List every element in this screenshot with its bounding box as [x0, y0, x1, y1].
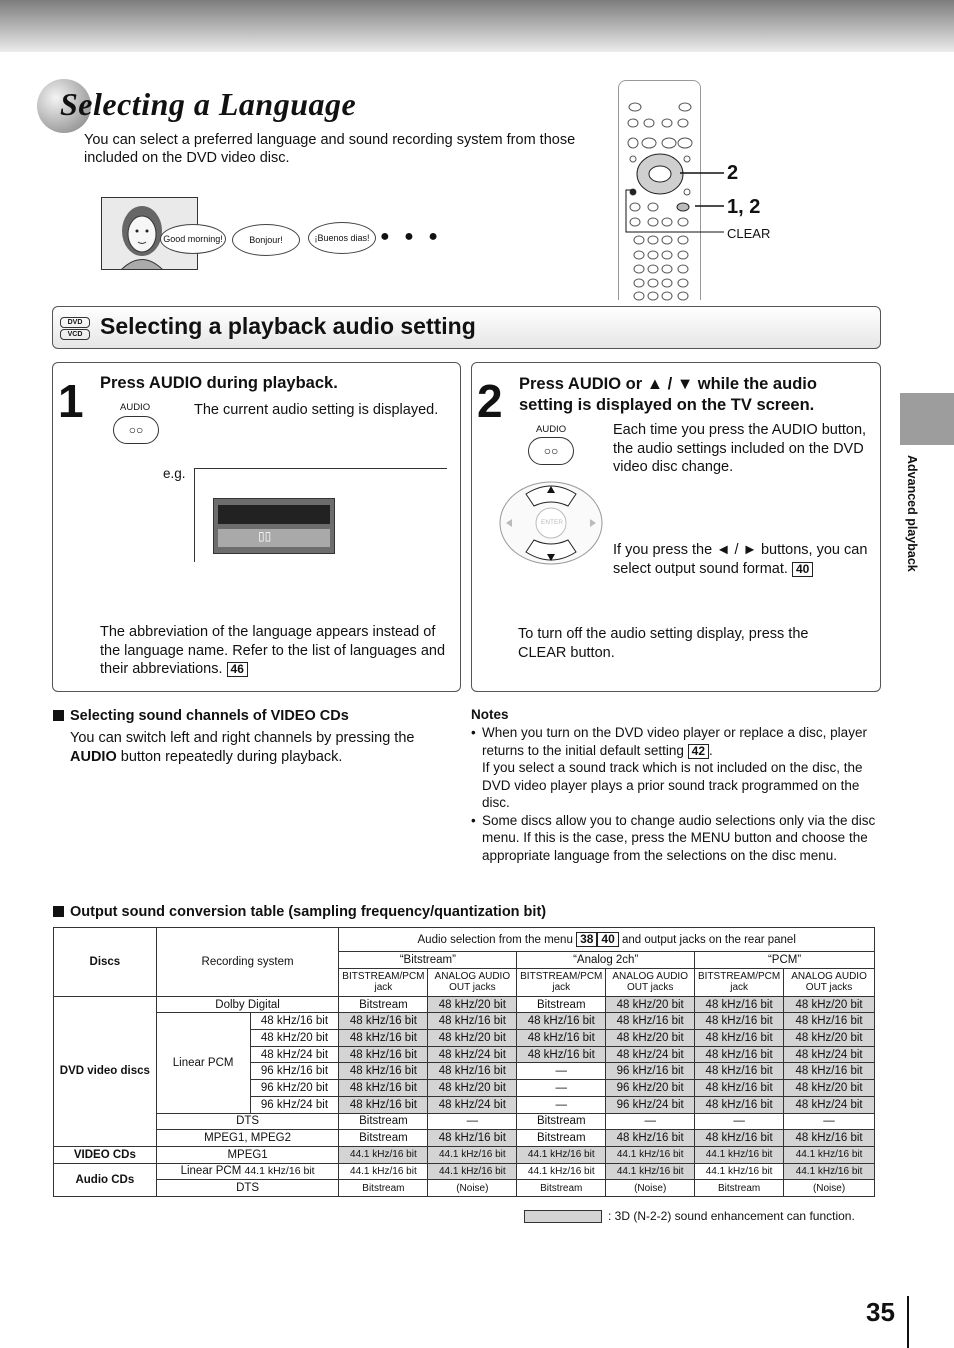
table-cell: Bitstream	[517, 1130, 606, 1147]
table-cell: 48 kHz/20 bit	[606, 996, 695, 1013]
table-header-cell: Discs	[54, 928, 157, 997]
note-text: When you turn on the DVD video player or replace a disc, player returns to the initial default setting	[482, 725, 867, 758]
table-row	[54, 1146, 875, 1163]
table-cell: 48 kHz/24 bit	[428, 1046, 517, 1063]
table-cell: 44.1 kHz/16 bit	[606, 1163, 695, 1180]
vcd-heading-text: Selecting sound channels of VIDEO CDs	[70, 708, 349, 724]
page-ref: 40	[792, 562, 813, 577]
table-header-cell: Recording system	[156, 928, 339, 997]
table-cell: 96 kHz/20 bit	[606, 1080, 695, 1097]
table-cell: —	[517, 1080, 606, 1097]
table-cell: DTS	[156, 1113, 339, 1130]
table-row	[54, 1013, 875, 1030]
table-cell: —	[695, 1113, 784, 1130]
group-header: “Analog 2ch”	[517, 952, 695, 969]
table-cell: Dolby Digital	[156, 996, 339, 1013]
table-cell: —	[517, 1063, 606, 1080]
format-note	[613, 541, 868, 578]
table-cell: 48 kHz/20 bit	[428, 996, 517, 1013]
table-header-cell	[339, 928, 875, 952]
table-row	[54, 1130, 875, 1147]
table-cell: 48 kHz/20 bit	[250, 1030, 339, 1047]
table-cell: 48 kHz/16 bit	[695, 1080, 784, 1097]
vcd-badge: VCD	[60, 329, 90, 340]
ellipsis-dots: ● ● ●	[380, 228, 443, 245]
table-cell: DTS	[156, 1180, 339, 1197]
intro-text: You can select a preferred language and sound recording system from those included on the DVD video disc.	[84, 132, 576, 166]
side-tab	[900, 393, 954, 445]
table-cell: (Noise)	[428, 1180, 517, 1197]
table-cell: 48 kHz/16 bit	[695, 996, 784, 1013]
table-cell: 48 kHz/16 bit	[339, 1013, 428, 1030]
callout-label-1-2: 1, 2	[727, 196, 761, 218]
table-cell: 48 kHz/16 bit	[695, 1013, 784, 1030]
legend-swatch	[524, 1210, 602, 1223]
note-text: The abbreviation of the language appears instead of the language name. Refer to the list of languages and their abbreviations.	[100, 624, 446, 677]
header-text: and output jacks on the rear panel	[621, 934, 796, 946]
table-cell: Bitstream	[339, 1113, 428, 1130]
table-cell: 44.1 kHz/16 bit	[784, 1146, 875, 1163]
table-cell: 48 kHz/24 bit	[606, 1046, 695, 1063]
table-heading	[53, 904, 546, 920]
table-cell: 48 kHz/20 bit	[428, 1080, 517, 1097]
table-cell: Bitstream	[517, 996, 606, 1013]
table-cell: —	[428, 1113, 517, 1130]
table-cell: 48 kHz/16 bit	[517, 1046, 606, 1063]
page-ref: 38	[576, 932, 597, 947]
audio-button-icon: ○○	[528, 437, 574, 465]
table-cell: 48 kHz/16 bit	[339, 1046, 428, 1063]
enter-label: ENTER	[540, 519, 564, 526]
sub-header: BITSTREAM/PCM jack	[695, 968, 784, 996]
table-cell: 48 kHz/16 bit	[784, 1063, 875, 1080]
table-cell: MPEG1	[156, 1146, 339, 1163]
audio-button-label: AUDIO	[536, 424, 567, 435]
table-cell: (Noise)	[784, 1180, 875, 1197]
table-cell: —	[784, 1113, 875, 1130]
step-number: 1	[58, 375, 84, 427]
table-cell: 96 kHz/16 bit	[606, 1063, 695, 1080]
group-header: “Bitstream”	[339, 952, 517, 969]
table-cell: 48 kHz/16 bit	[517, 1030, 606, 1047]
table-cell: 48 kHz/16 bit	[695, 1046, 784, 1063]
table-cell: 48 kHz/20 bit	[428, 1030, 517, 1047]
table-cell: 48 kHz/16 bit	[695, 1030, 784, 1047]
table-cell: 44.1 kHz/16 bit	[517, 1163, 606, 1180]
table-cell: 48 kHz/16 bit	[339, 1063, 428, 1080]
table-cell	[156, 1163, 339, 1180]
page-ref: 40	[597, 932, 618, 947]
note-text: Some discs allow you to change audio selections only via the disc menu. If this is the case, press the MENU button and choose the appropriate language from the selections on the disc menu.	[482, 812, 876, 863]
vcd-heading	[53, 708, 349, 724]
table-row	[54, 1113, 875, 1130]
step-description: Each time you press the AUDIO button, the audio settings included on the DVD video disc change.	[613, 422, 867, 475]
table-cell: 48 kHz/20 bit	[784, 996, 875, 1013]
speech-bubble	[160, 224, 226, 254]
speech-bubble	[308, 222, 376, 254]
remote-callout-lines	[600, 160, 730, 240]
bubble-text: ¡Buenos dias!	[314, 233, 370, 243]
table-row	[54, 996, 875, 1013]
sub-header: ANALOG AUDIO OUT jacks	[606, 968, 695, 996]
tv-audio-display	[213, 498, 335, 554]
table-cell: 96 kHz/24 bit	[250, 1096, 339, 1113]
vcd-text	[70, 729, 455, 766]
dvd-badge: DVD	[60, 317, 90, 328]
table-cell: 48 kHz/16 bit	[428, 1013, 517, 1030]
table-cell: 48 kHz/16 bit	[784, 1130, 875, 1147]
note-item: • Some discs allow you to change audio selections only via the disc menu. If this is the case, press the MENU button and choose the appropriate language from the selections on the disc menu.	[471, 812, 881, 865]
legend-text: : 3D (N-2-2) sound enhancement can function.	[608, 1209, 855, 1223]
table-cell: 48 kHz/16 bit	[695, 1096, 784, 1113]
table-cell: 48 kHz/16 bit	[250, 1013, 339, 1030]
page-number: 35	[866, 1297, 895, 1327]
table-cell: 44.1 kHz/16 bit	[606, 1146, 695, 1163]
table-cell: 44.1 kHz/16 bit	[428, 1163, 517, 1180]
table-row	[54, 1180, 875, 1197]
table-cell: 44.1 kHz/16 bit	[517, 1146, 606, 1163]
table-cell: 48 kHz/16 bit	[606, 1130, 695, 1147]
vcd-text-bold: AUDIO	[70, 748, 117, 765]
page-divider	[907, 1296, 909, 1348]
example-label: e.g.	[163, 466, 186, 481]
table-cell: 48 kHz/20 bit	[784, 1080, 875, 1097]
page-ref: 42	[688, 744, 709, 759]
step-description: The current audio setting is displayed.	[194, 402, 439, 418]
table-cell: 44.1 kHz/16 bit	[695, 1146, 784, 1163]
table-cell: Bitstream	[339, 996, 428, 1013]
callout-label-clear: CLEAR	[727, 226, 771, 241]
header-text: Audio selection from the menu	[417, 934, 573, 946]
table-cell: 48 kHz/16 bit	[339, 1030, 428, 1047]
cell-text: Linear PCM	[180, 1165, 242, 1178]
bubble-text: Good morning!	[163, 234, 223, 244]
conversion-table	[53, 927, 875, 1197]
table-cell: 96 kHz/24 bit	[606, 1096, 695, 1113]
table-cell: 48 kHz/24 bit	[784, 1046, 875, 1063]
table-cell: MPEG1, MPEG2	[156, 1130, 339, 1147]
table-cell: (Noise)	[606, 1180, 695, 1197]
notes-list	[471, 724, 881, 864]
disc-cell: DVD video discs	[54, 996, 157, 1146]
page-ref: 46	[227, 662, 248, 677]
table-cell: 44.1 kHz/16 bit	[695, 1163, 784, 1180]
speech-bubble	[232, 224, 300, 256]
table-cell: —	[606, 1113, 695, 1130]
table-cell: 48 kHz/16 bit	[606, 1013, 695, 1030]
table-cell: 48 kHz/24 bit	[784, 1096, 875, 1113]
sub-header: BITSTREAM/PCM jack	[339, 968, 428, 996]
square-bullet-icon	[53, 710, 64, 721]
step-heading: Press AUDIO or ▲ / ▼ while the audio setting is displayed on the TV screen.	[519, 375, 817, 414]
table-heading-text: Output sound conversion table (sampling frequency/quantization bit)	[70, 904, 547, 920]
cell-text: 44.1 kHz/16 bit	[244, 1165, 315, 1178]
table-cell: 48 kHz/16 bit	[428, 1063, 517, 1080]
sub-header: BITSTREAM/PCM jack	[517, 968, 606, 996]
sub-header: ANALOG AUDIO OUT jacks	[428, 968, 517, 996]
table-cell: 48 kHz/24 bit	[428, 1096, 517, 1113]
audio-button-icon: ○○	[113, 416, 159, 444]
sub-header: ANALOG AUDIO OUT jacks	[784, 968, 875, 996]
table-row	[54, 928, 875, 952]
step-heading: Press AUDIO during playback.	[100, 374, 338, 392]
clear-instruction: To turn off the audio setting display, press the CLEAR button.	[518, 626, 809, 661]
table-cell: Bitstream	[339, 1180, 428, 1197]
side-tab-label: Advanced playback	[905, 455, 919, 572]
table-row	[54, 1163, 875, 1180]
table-cell: 44.1 kHz/16 bit	[784, 1163, 875, 1180]
disc-cell: Audio CDs	[54, 1163, 157, 1196]
vcd-text-b: button repeatedly during playback.	[120, 748, 343, 765]
notes-heading: Notes	[471, 707, 509, 722]
table-cell: 48 kHz/16 bit	[695, 1063, 784, 1080]
table-cell: 96 kHz/16 bit	[250, 1063, 339, 1080]
table-cell: 44.1 kHz/16 bit	[428, 1146, 517, 1163]
page-title: Selecting a Language	[60, 86, 357, 122]
bubble-text: Bonjour!	[249, 235, 283, 245]
table-cell: 48 kHz/16 bit	[517, 1013, 606, 1030]
group-header: “PCM”	[695, 952, 875, 969]
table-cell: 48 kHz/20 bit	[784, 1030, 875, 1047]
format-note-text: If you press the ◄ / ► buttons, you can select output sound format.	[613, 542, 868, 577]
dolby-icon: ▯▯	[218, 529, 330, 547]
table-cell: 44.1 kHz/16 bit	[339, 1163, 428, 1180]
disc-cell: VIDEO CDs	[54, 1146, 157, 1163]
table-cell: 48 kHz/24 bit	[250, 1046, 339, 1063]
header-band	[0, 0, 954, 52]
step-number: 2	[477, 375, 503, 427]
step-note	[100, 623, 456, 679]
vcd-text-a: You can switch left and right channels by pressing the	[70, 730, 415, 746]
section-title: Selecting a playback audio setting	[100, 313, 476, 339]
table-cell: 48 kHz/16 bit	[339, 1096, 428, 1113]
square-bullet-icon	[53, 906, 64, 917]
table-cell: Bitstream	[517, 1113, 606, 1130]
table-cell: 44.1 kHz/16 bit	[339, 1146, 428, 1163]
table-cell: 48 kHz/20 bit	[606, 1030, 695, 1047]
table-cell: Linear PCM	[156, 1013, 250, 1113]
table-cell: 48 kHz/16 bit	[784, 1013, 875, 1030]
table-cell: 48 kHz/16 bit	[428, 1130, 517, 1147]
callout-label-2: 2	[727, 162, 739, 184]
table-cell: 48 kHz/16 bit	[339, 1080, 428, 1097]
table-cell: Bitstream	[695, 1180, 784, 1197]
table-cell: Bitstream	[339, 1130, 428, 1147]
table-cell: Bitstream	[517, 1180, 606, 1197]
audio-button-label: AUDIO	[120, 402, 151, 413]
table-cell: 48 kHz/16 bit	[695, 1130, 784, 1147]
table-cell: —	[517, 1096, 606, 1113]
table-cell: 96 kHz/20 bit	[250, 1080, 339, 1097]
disc-type-badges	[60, 317, 90, 341]
note-item: • When you turn on the DVD video player or replace a disc, player returns to the initial default setting 42 . If you select a sound track which is not included on the disc, the DVD video player plays a prior sound track programmed on the disc.	[471, 724, 881, 812]
note-text: If you select a sound track which is not included on the disc, the DVD video player plays a prior sound track programmed on the disc.	[482, 760, 863, 810]
